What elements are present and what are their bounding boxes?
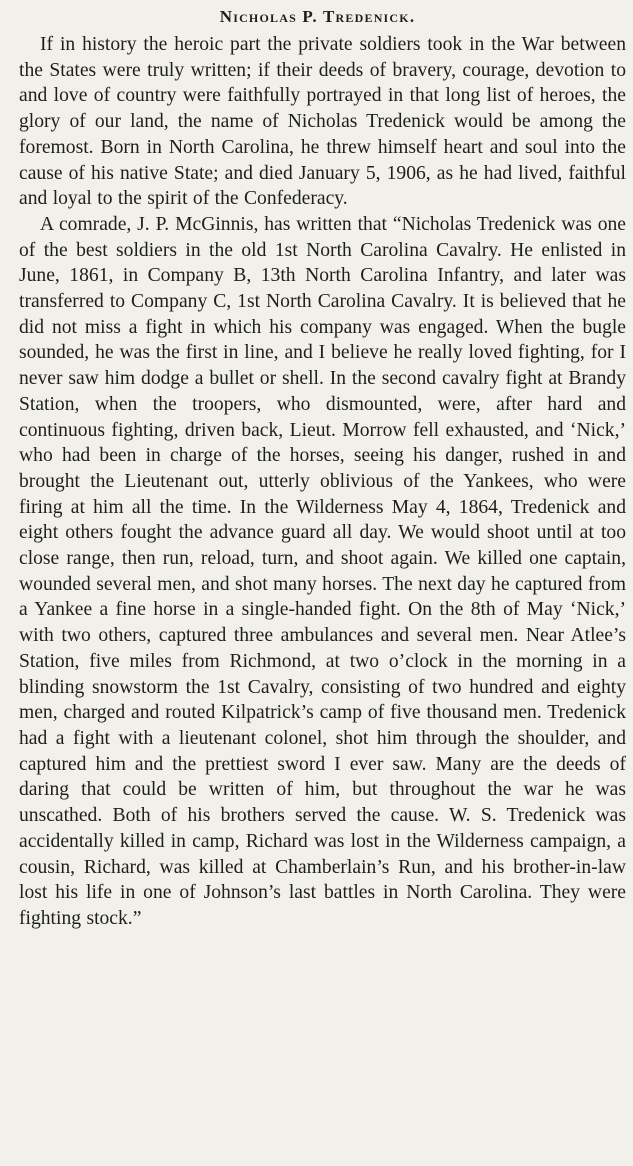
paragraph-introduction: If in history the heroic part the private soldiers took in the War between the States were truly written; if their deeds of bravery, courage, devotion to and love of country were faithfully portrayed in that long list of heroes, the glory of our land, the name of Nicholas Tredenick would be among the foremost. Born in North Carolina, he threw himself heart and soul into the cause of his native State; and died January 5, 1906, as he had lived, faithful and loyal to the spirit of the Confederacy. [19, 34, 626, 210]
paragraph-comrade-account: A comrade, J. P. McGinnis, has written that “Nicholas Tredenick was one of the best soldiers in the old 1st North Carolina Cavalry. He enlisted in June, 1861, in Company B, 13th North Carolina Infantry, and later was transferred to Company C, 1st North Carolina Cavalry. It is believed that he did not miss a fight in which his company was engaged. When the bugle sounded, he was the first in line, and I believe he really loved fighting, for I never saw him dodge a bullet or shell. In the second cavalry fight at Brandy Station, when the troopers, who dismounted, were, after hard and continuous fighting, driven back, Lieut. Morrow fell exhausted, and ‘Nick,’ who had been in charge of the horses, seeing his danger, rushed in and brought the Lieutenant out, utterly oblivious of the Yankees, who were firing at him all the time. In the Wilderness May 4, 1864, Tredenick and eight others fought the advance guard all day. We would shoot until at too close range, then run, reload, turn, and shoot again. We killed one captain, wounded several men, and shot many horses. The next day he captured from a Yankee a fine horse in a single-handed fight. On the 8th of May ‘Nick,’ with two others, captured three ambulances and several men. Near Atlee’s Station, five miles from Richmond, at two o’clock in the morning in a blinding snowstorm the 1st Cavalry, consisting of two hundred and eighty men, charged and routed Kilpatrick’s camp of five thousand men. Tredenick had a fight with a lieutenant colonel, shot him through the shoulder, and captured him and the prettiest sword I ever saw. Many are the deeds of daring that could be written of him, but throughout the war he was unscathed. Both of his brothers served the cause. W. S. Tredenick was accidentally killed in camp, Richard was lost in the Wilderness campaign, a cousin, Richard, was killed at Chamberlain’s Run, and his brother-in-law lost his life in one of Johnson’s last battles in North Carolina. They were fighting stock.” [19, 213, 626, 929]
article-title: Nicholas P. Tredenick. [219, 7, 416, 26]
